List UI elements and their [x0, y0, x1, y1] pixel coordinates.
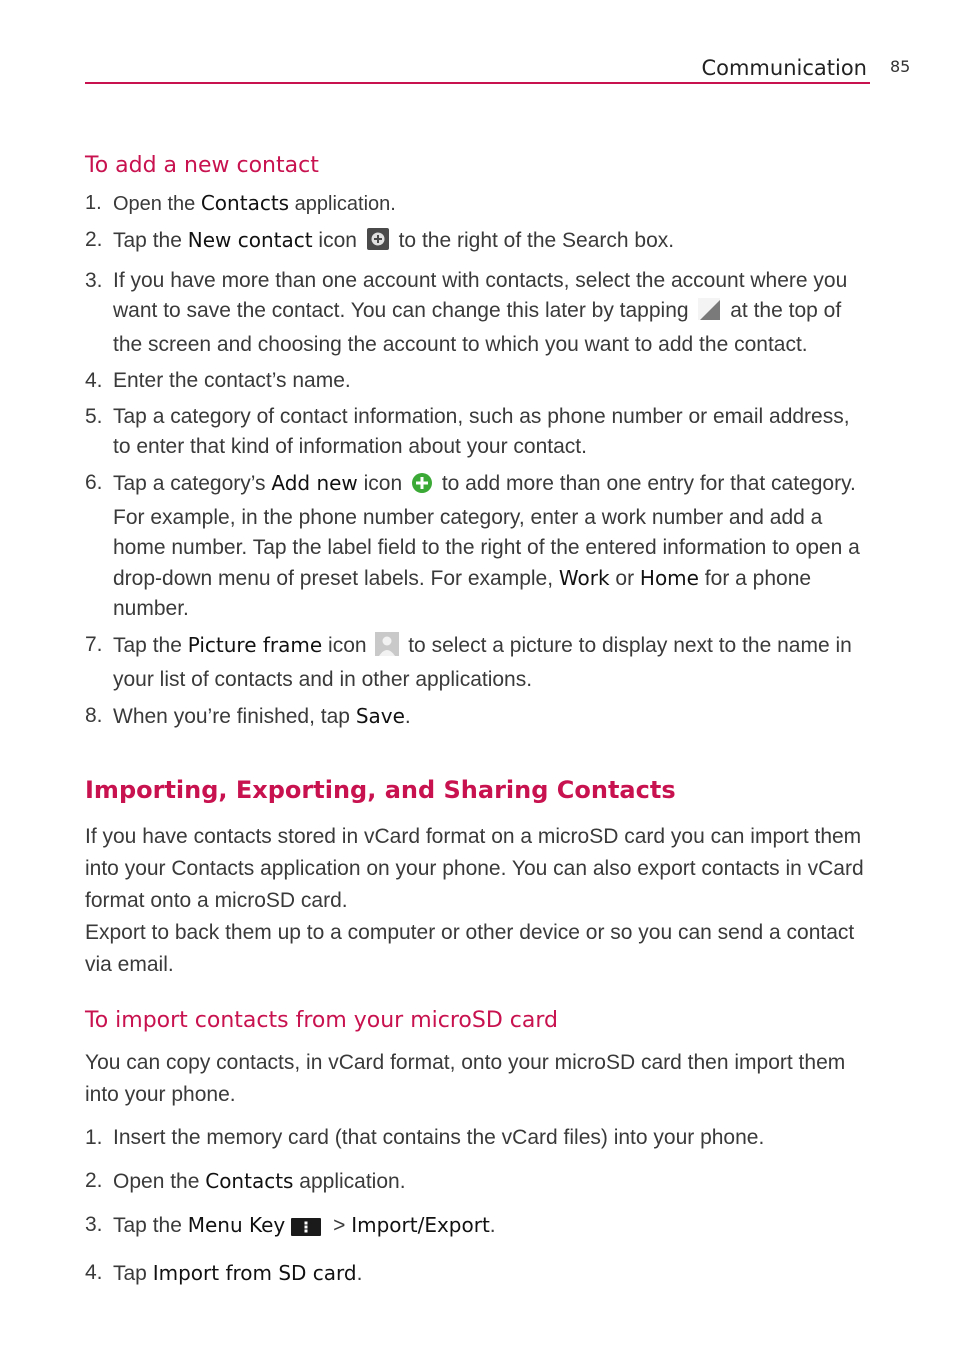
- heading-import-export: Importing, Exporting, and Sharing Contacts: [85, 776, 676, 804]
- list-item: 5. Tap a category of contact information, such as phone number or email address, to enter that kind of information about your contact.: [85, 405, 850, 458]
- list-item: 3. Tap the Menu Key > Import/Export.: [85, 1209, 860, 1246]
- import-from-sd-label: Import from SD card: [152, 1261, 357, 1285]
- heading-import-sd: To import contacts from your microSD card: [85, 1008, 558, 1033]
- list-item: 1. Insert the memory card (that contains the vCard files) into your phone.: [85, 1126, 765, 1149]
- list-item: 6. Tap a category’s Add new icon to add more than one entry for that category. For example, in the phone number category, enter a work number and add a home number. Tap the label field to the right of the entered information to open a drop-down menu of preset labels. For example, Work or Home for a phone number.: [85, 471, 860, 620]
- page-header: [85, 52, 870, 84]
- header-title: Communication: [701, 56, 867, 80]
- import-sd-intro: You can copy contacts, in vCard format, onto your microSD card then import them into your phone.: [85, 1051, 846, 1106]
- add-contact-steps: [85, 188, 860, 732]
- picture-frame-label: Picture frame: [187, 633, 323, 657]
- import-export-paragraph: If you have contacts stored in vCard format on a microSD card you can import them into your Contacts application on your phone. You can also export contacts in vCard format onto a microSD card. Export to back them up to a computer or other device or so you can send a contact via email.: [85, 825, 864, 976]
- add-new-icon: [411, 472, 433, 503]
- contacts-app-label: Contacts: [205, 1169, 294, 1193]
- menu-key-icon: [291, 1214, 321, 1246]
- home-label: Home: [639, 566, 699, 590]
- list-item: 8. When you’re finished, tap Save.: [85, 704, 411, 728]
- save-label: Save: [355, 704, 405, 728]
- heading-add-contact: To add a new contact: [85, 153, 319, 178]
- menu-key-label: Menu Key: [187, 1213, 286, 1237]
- list-item: 4. Enter the contact’s name.: [85, 369, 351, 392]
- add-new-label: Add new: [271, 471, 358, 495]
- page-number: 85: [890, 57, 911, 76]
- import-sd-steps: [85, 1122, 860, 1290]
- list-item: 1. Open the Contacts application.: [85, 191, 396, 215]
- new-contact-label: New contact: [187, 228, 313, 252]
- contacts-app-label: Contacts: [200, 191, 290, 215]
- import-export-label: Import/Export: [351, 1213, 490, 1237]
- list-item: 3. If you have more than one account with contacts, select the account where you want to save the contact. You can change this later by tapping at the top of the screen and choosing the account to which you want to add the contact.: [85, 269, 848, 356]
- new-contact-icon: [366, 227, 390, 260]
- account-selector-icon: [697, 297, 721, 330]
- header-rule: [85, 82, 870, 84]
- picture-frame-icon: [375, 632, 399, 665]
- list-item: 2. Tap the New contact icon to the right of the Search box.: [85, 225, 860, 260]
- list-item: 4. Tap Import from SD card.: [85, 1261, 363, 1285]
- list-item: 7. Tap the Picture frame icon to select a picture to display next to the name in your list of contacts and in other applications.: [85, 633, 852, 691]
- work-label: Work: [558, 566, 610, 590]
- list-item: 2. Open the Contacts application.: [85, 1169, 406, 1193]
